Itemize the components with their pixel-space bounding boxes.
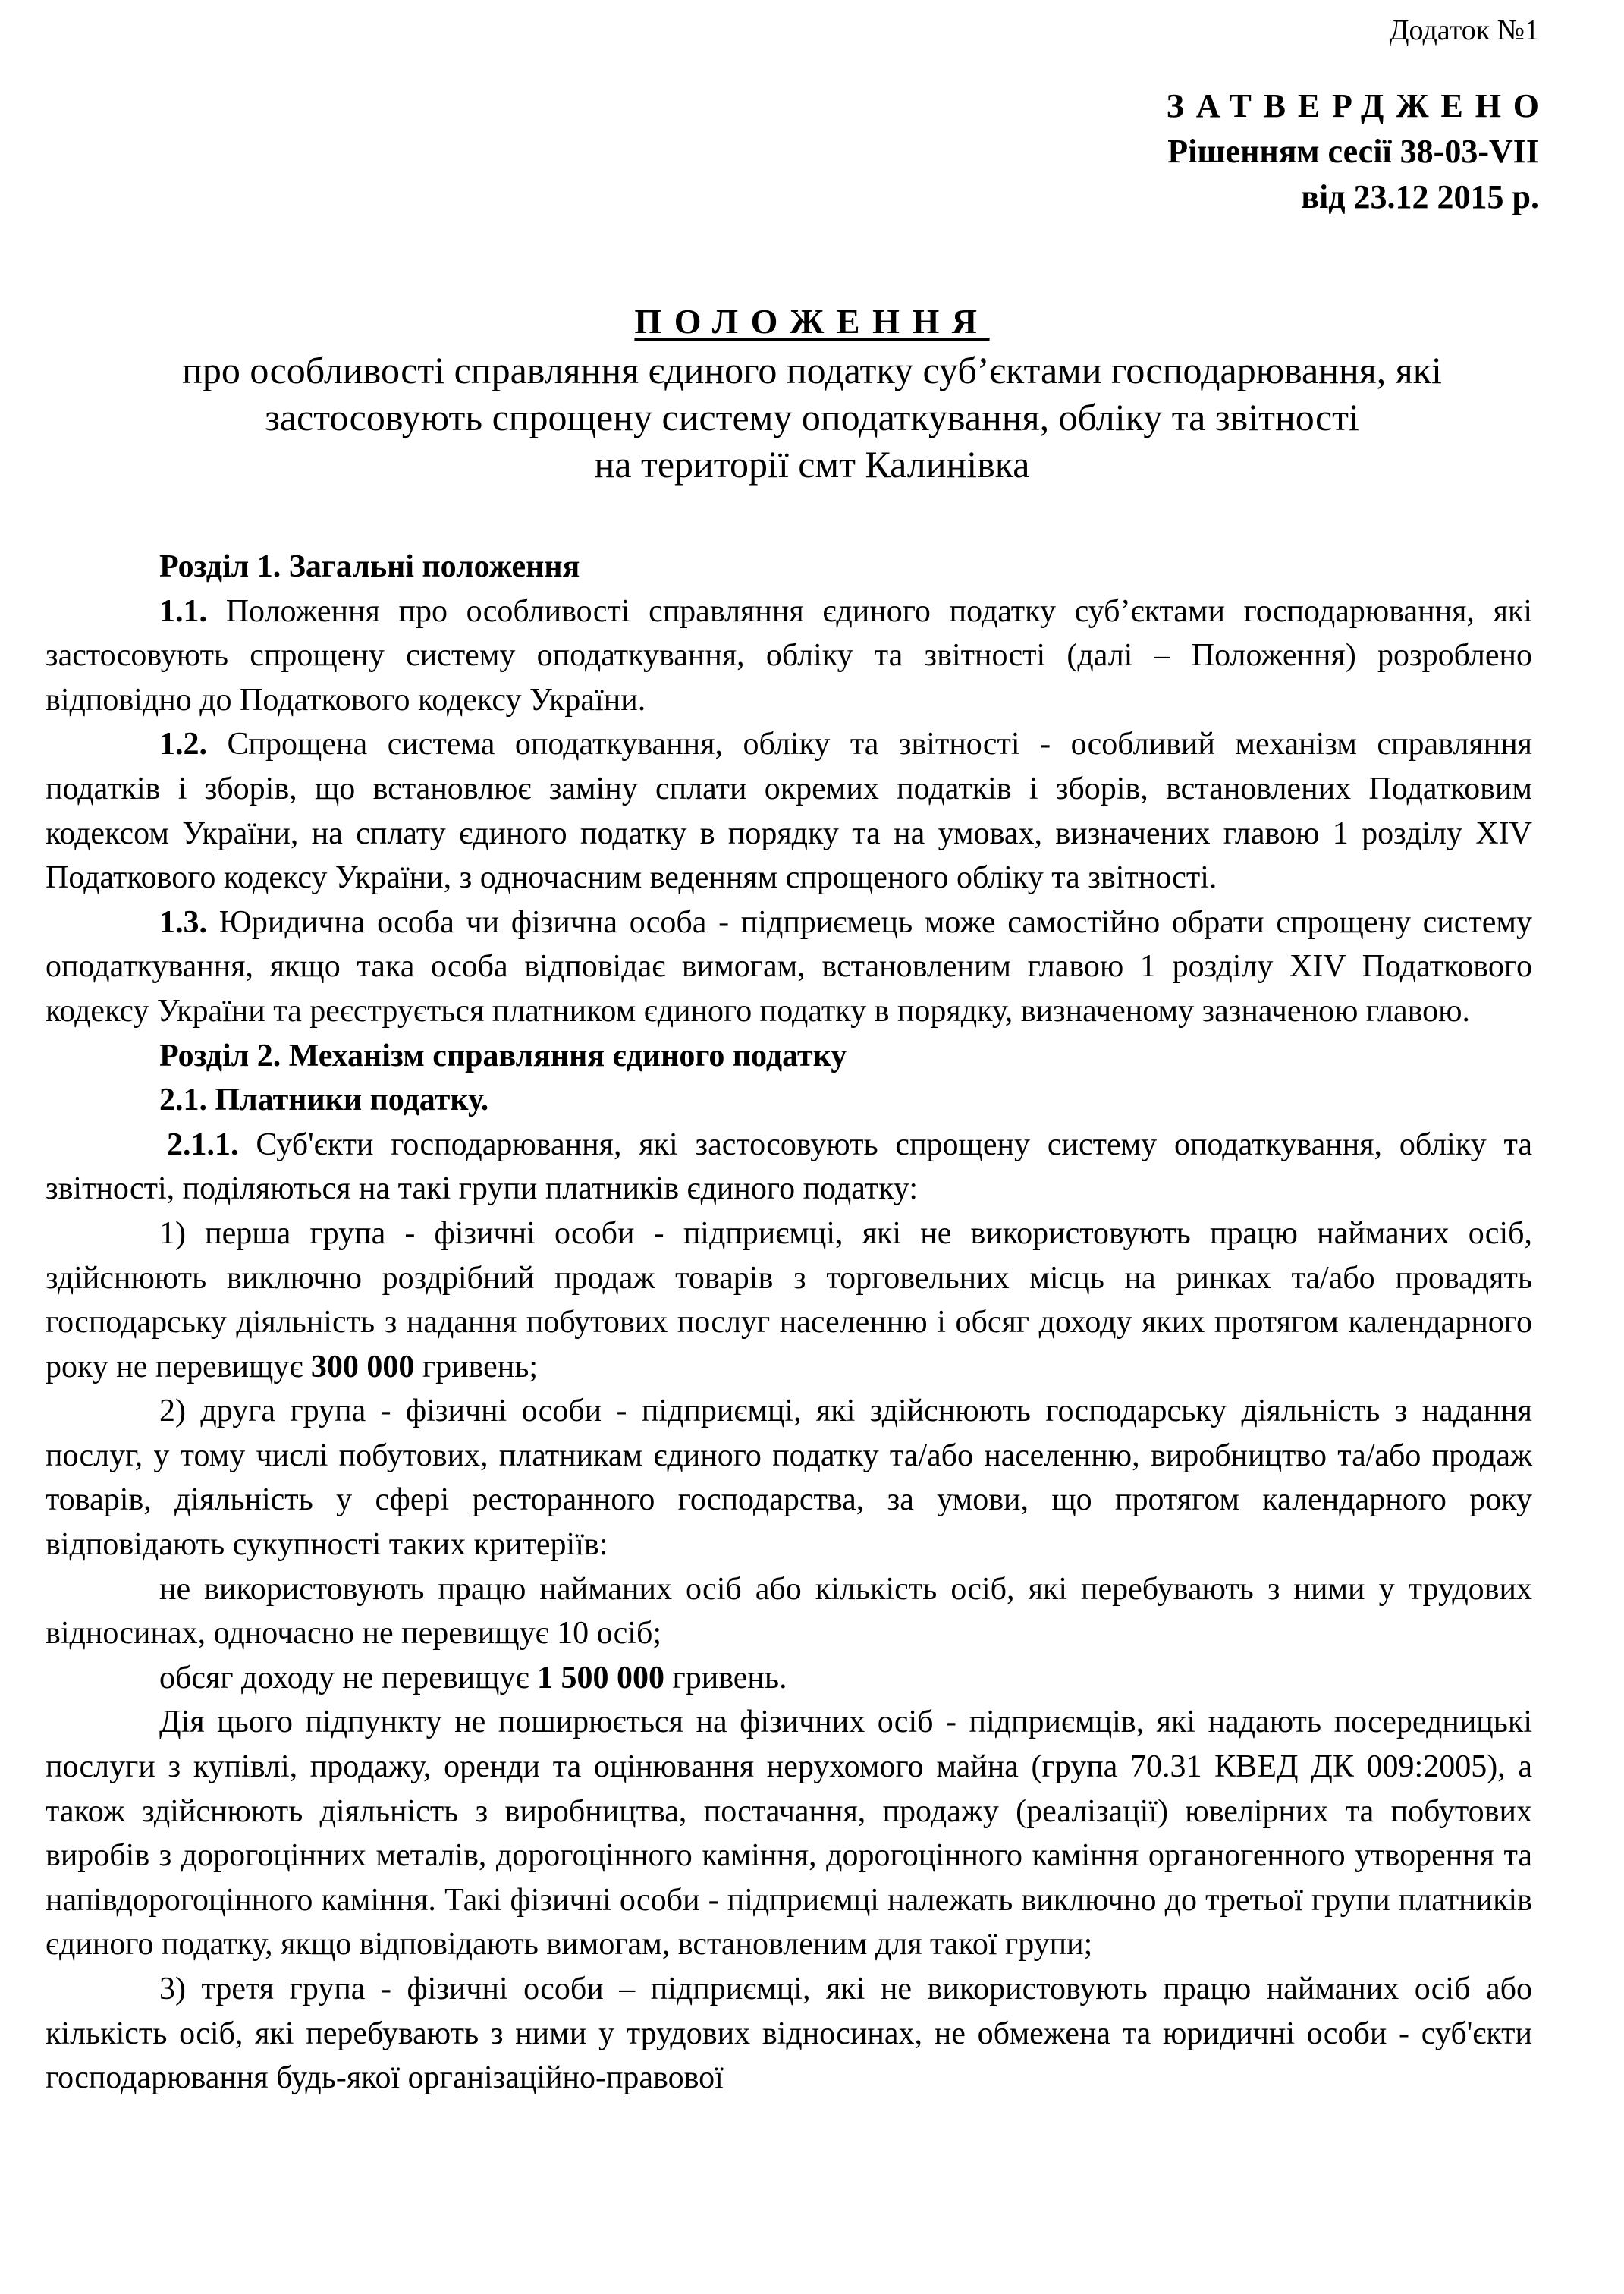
paragraph-text: Юридична особа чи фізична особа - підприємець може самостійно обрати спрощену систему оподаткування, якщо така особа відповідає вимогам, встановленим главою 1 розділу XIV Податкового кодексу України та реєструється платником єдиного податку в порядку, визначеному зазначеною главою. (46, 904, 1532, 1029)
income-limit-amount: 1 500 000 (537, 1660, 664, 1695)
document-title: ПОЛОЖЕННЯ (634, 302, 990, 341)
section-1-heading: Розділ 1. Загальні положення (159, 549, 580, 584)
group-1-paragraph (46, 1211, 1532, 1389)
group-3-paragraph: 3) третя група - фізичні особи – підприємці, які не використовують працю найманих осіб або кількість осіб, які перебувають з ними у трудових відносинах, не обмежена та юридичні особи - суб'єкти господарювання будь-якої організаційно-правової (46, 1972, 1532, 2096)
section-2-heading: Розділ 2. Механізм справляння єдиного податку (159, 1038, 847, 1073)
paragraph-2-1-1 (46, 1123, 1532, 1211)
paragraph-text: обсяг доходу не перевищує (159, 1660, 537, 1695)
annex-label: Додаток №1 (1389, 14, 1539, 46)
group-2-note: Дія цього підпункту не поширюється на фізичних осіб - підприємців, які надають посередницькі послуги з купівлі, продажу, оренди та оцінювання нерухомого майна (група 70.31 КВЕД ДК 009:2005), а також здійснюють діяльність з виробництва, постачання, продажу (реалізації) ювелірних та побутових виробів з дорогоцінних металів, дорогоцінного каміння, дорогоцінного каміння органогенного утворення та напівдорогоцінного каміння. Такі фізичні особи - підприємці належать виключно до третьої групи платників єдиного податку, якщо відповідають вимогам, встановленим для такої групи; (46, 1705, 1532, 1962)
decision-line: Рішенням сесії 38-03-VII (1167, 133, 1539, 170)
document-subtitle (46, 347, 1578, 488)
group-2-criterion-1: не використовують працю найманих осіб або кількість осіб, які перебувають з ними у трудових відносинах, одночасно не перевищує 10 осіб; (46, 1571, 1532, 1651)
group-2-criterion-2 (46, 1656, 1532, 1701)
approval-stamp-block (1166, 83, 1551, 220)
group-2-paragraph: 2) друга група - фізичні особи - підприємці, які здійснюють господарську діяльність з надання послуг, у тому числі побутових, платникам єдиного податку та/або населенню, виробництво та/або продаж товарів, діяльність у сфері ресторанного господарства, за умови, що протягом календарного року відповідають сукупності таких критеріїв: (46, 1394, 1532, 1563)
paragraph-number: 1.1. (159, 593, 207, 629)
paragraph-text: 1) перша група - фізичні особи - підприємці, які не використовують працю найманих осіб, здійснюють виключно роздрібний продаж товарів з торговельних місць на ринках та/або провадять господарську діяльність з надання побутових послуг населенню і обсяг доходу яких протягом календарного року не перевищує (46, 1215, 1532, 1384)
document-title-block (46, 300, 1578, 488)
decision-date: від 23.12 2015 р. (1301, 178, 1539, 215)
subtitle-line-1: про особливості справляння єдиного податку суб’єктами господарювання, які (182, 349, 1442, 391)
paragraph-1-2 (46, 722, 1532, 900)
paragraph-tail: гривень. (664, 1660, 787, 1695)
approved-word: ЗАТВЕРДЖЕНО (1166, 87, 1551, 124)
paragraph-text: Спрощена система оподаткування, обліку та звітності - особливий механізм справляння податків і зборів, що встановлює заміну сплати окремих податків і зборів, встановлених Податковим кодексом України, на сплату єдиного податку в порядку та на умовах, визначених главою 1 розділу XIV Податкового кодексу України, з одночасним веденням спрощеного обліку та звітності. (46, 727, 1532, 896)
paragraph-number: 1.3. (159, 904, 207, 940)
paragraph-1-1 (46, 589, 1532, 723)
paragraph-text: Положення про особливості справляння єдиного податку суб’єктами господарювання, які застосовують спрощену систему оподаткування, обліку та звітності (далі – Положення) розроблено відповідно до Податкового кодексу України. (46, 593, 1532, 718)
income-limit-amount: 300 000 (310, 1349, 415, 1384)
subsection-2-1-heading: 2.1. Платники податку. (159, 1083, 489, 1118)
paragraph-tail: гривень; (414, 1349, 539, 1384)
paragraph-number: 2.1.1. (167, 1127, 239, 1162)
subtitle-line-3: на території смт Калинівка (594, 443, 1030, 486)
subtitle-line-2: застосовують спрощену систему оподаткування, обліку та звітності (265, 396, 1359, 438)
document-body (46, 545, 1532, 2101)
paragraph-number: 1.2. (159, 727, 207, 762)
paragraph-text: Суб'єкти господарювання, які застосовують спрощену систему оподаткування, обліку та звітності, поділяються на такі групи платників єдиного податку: (46, 1127, 1532, 1207)
paragraph-1-3 (46, 900, 1532, 1034)
